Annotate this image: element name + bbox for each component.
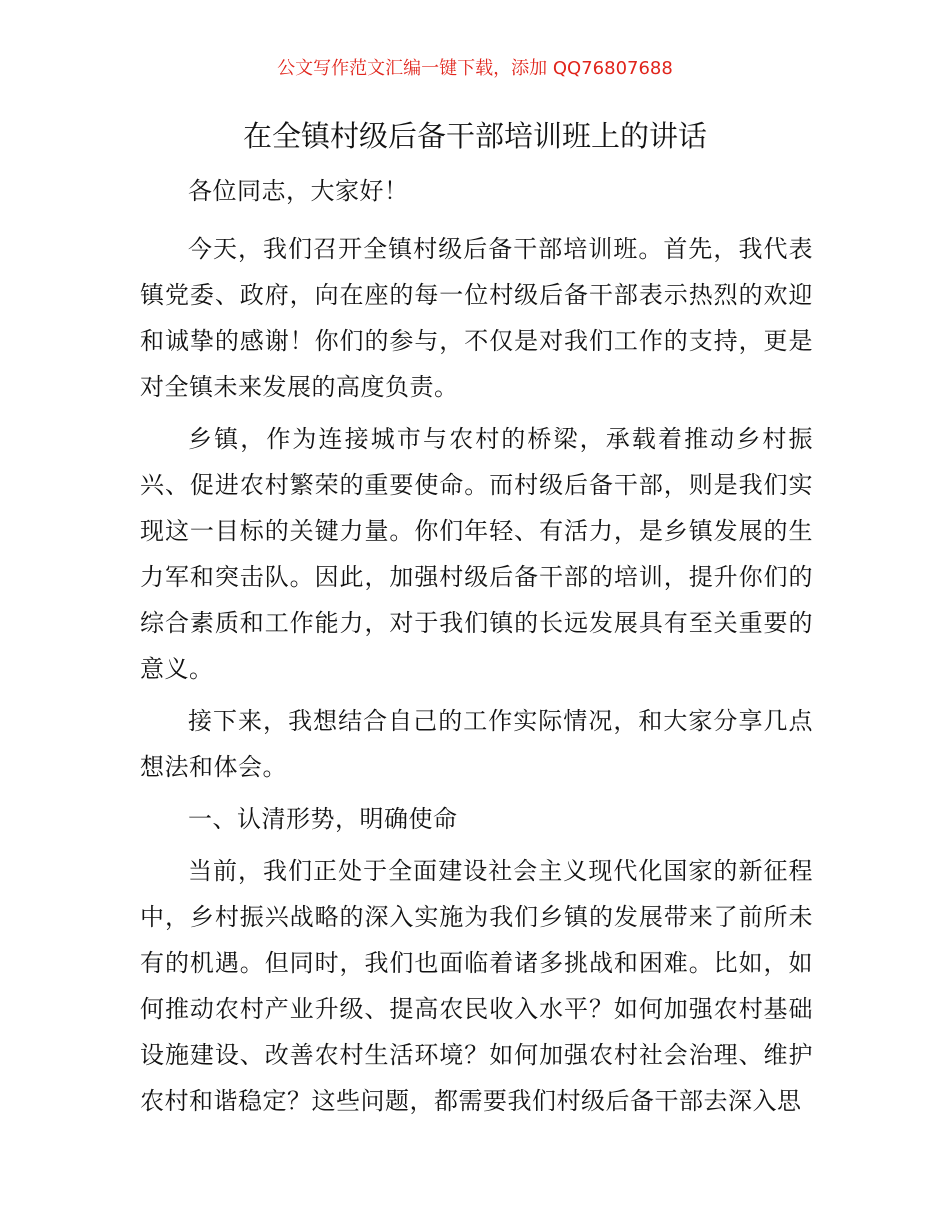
greeting-paragraph: 各位同志，大家好！ <box>188 177 409 205</box>
body-paragraph-2: 乡镇，作为连接城市与农村的桥梁，承载着推动乡村振兴、促进农村繁荣的重要使命。而村级后备干部，则是我们实现这一目标的关键力量。你们年轻、有活力，是乡镇发展的生力军和突击队。因此，加强村级后备干部的培训，提升你们的综合素质和工作能力，对于我们镇的长远发展具有至关重要的意义。 <box>140 425 813 683</box>
document-title: 在全镇村级后备干部培训班上的讲话 <box>242 119 707 153</box>
document-body <box>140 168 813 1130</box>
section-heading-1: 一、认清形势，明确使命 <box>188 805 458 833</box>
body-paragraph-4: 当前，我们正处于全面建设社会主义现代化国家的新征程中，乡村振兴战略的深入实施为我们乡镇的发展带来了前所未有的机遇。但同时，我们也面临着诸多挑战和困难。比如，如何推动农村产业升级、提高农民收入水平？如何加强农村基础设施建设、改善农村生活环境？如何加强农村社会治理、维护农村和谐稳定？这些问题，都需要我们村级后备干部去深入思 <box>140 857 813 1115</box>
download-promo-note: 公文写作范文汇编一键下载，添加 QQ76807688 <box>277 58 673 79</box>
body-paragraph-1: 今天，我们召开全镇村级后备干部培训班。首先，我代表镇党委、政府，向在座的每一位村级后备干部表示热烈的欢迎和诚挚的感谢！你们的参与，不仅是对我们工作的支持，更是对全镇未来发展的高度负责。 <box>140 235 813 401</box>
body-paragraph-3: 接下来，我想结合自己的工作实际情况，和大家分享几点想法和体会。 <box>140 707 813 781</box>
